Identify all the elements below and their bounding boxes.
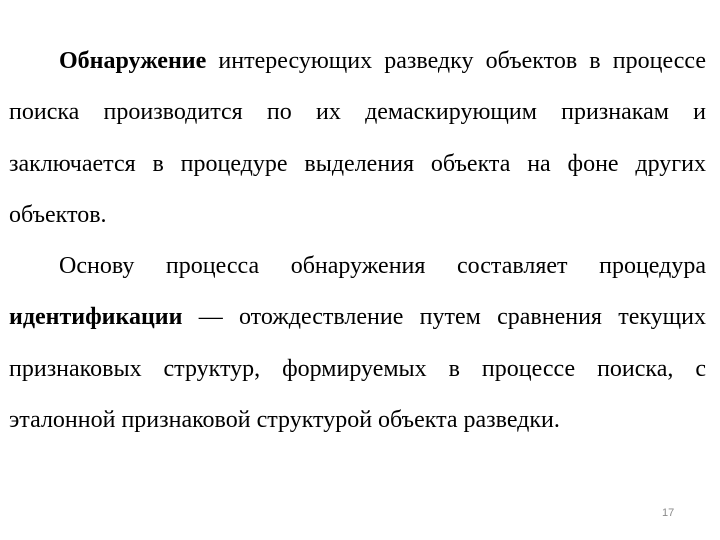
slide-body: [9, 36, 706, 446]
paragraph-detection-text: интересующих разведку объектов в процессе поиска производится по их демаскирующим признакам и заключается в процедуре выделения объекта на фоне других объектов.: [9, 48, 706, 228]
page-number: 17: [662, 507, 675, 519]
term-identification: идентификации: [9, 304, 183, 331]
term-detection: Обнаружение: [59, 48, 207, 74]
paragraph-detection: [9, 36, 706, 241]
paragraph-identification-lead: Основу процесса обнаружения составляет процедура: [59, 253, 706, 280]
paragraph-identification-text: — отождествление путем сравнения текущих признаковых структур, формируемых в процессе поиска, с эталонной признаковой структурой объекта разведки.: [9, 304, 706, 434]
paragraph-identification: [9, 241, 706, 446]
